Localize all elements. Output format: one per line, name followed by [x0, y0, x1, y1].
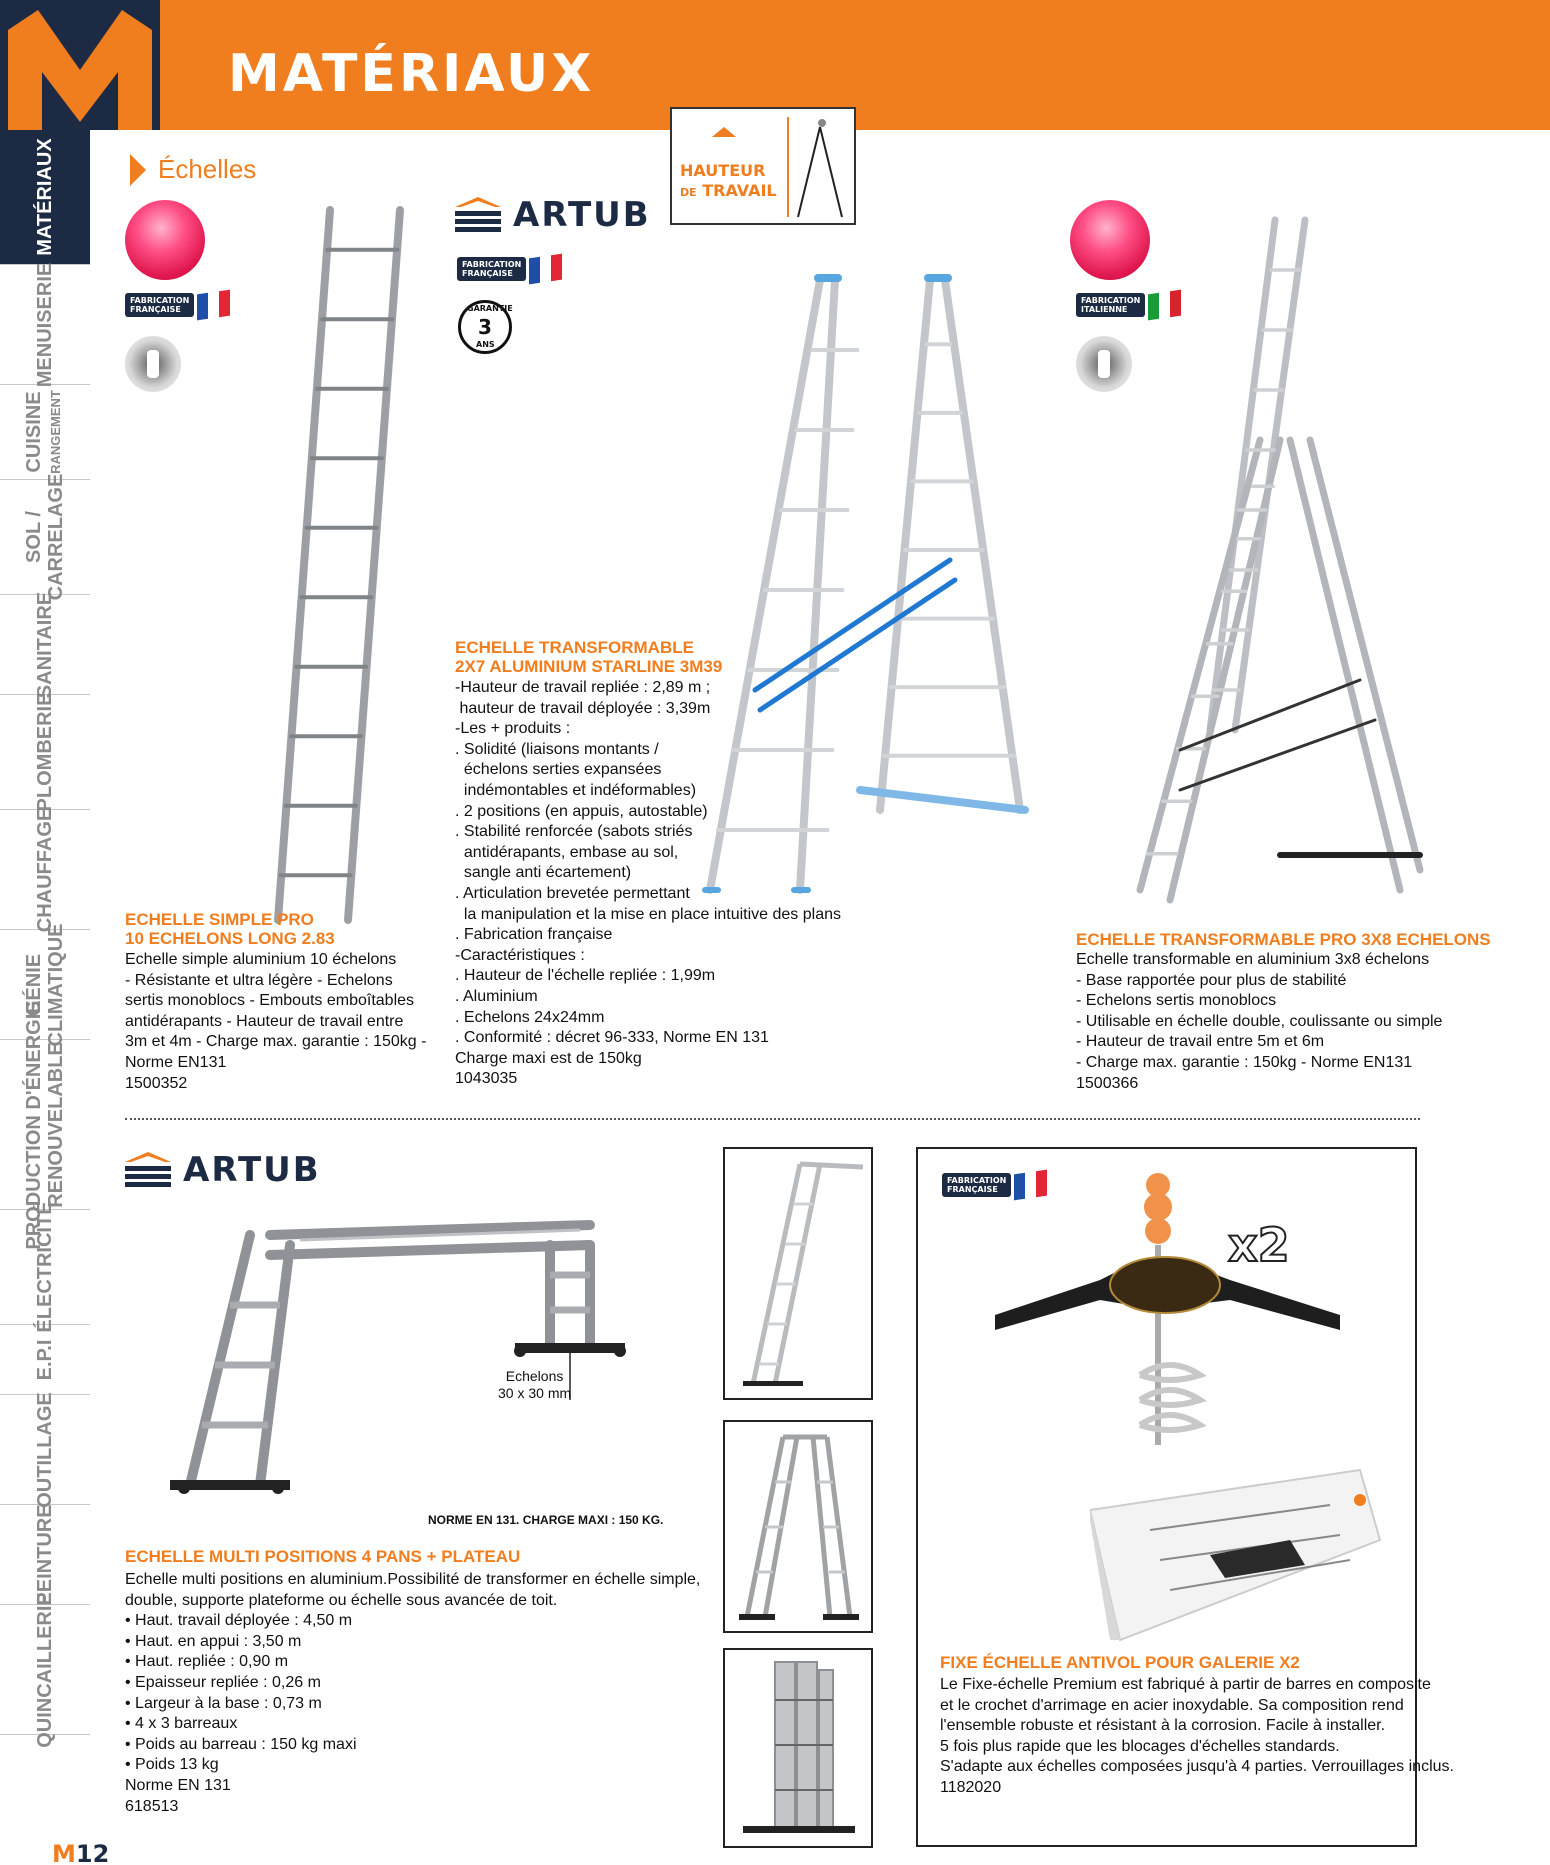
- sidebar-item[interactable]: [0, 385, 90, 480]
- product-box-image: [1090, 1460, 1390, 1645]
- product-title: ECHELLE MULTI POSITIONS 4 PANS + PLATEAU: [125, 1547, 521, 1566]
- fabrication-italienne-badge: FABRICATION ITALIENNE: [1076, 292, 1181, 318]
- sidebar-item-label: PEINTURE: [34, 1503, 56, 1606]
- arrow-up-icon: [712, 127, 736, 137]
- pink-badge-icon: [125, 200, 205, 280]
- ladder-height-icon: [784, 115, 850, 219]
- sidebar-item-label: MENUISERIE: [34, 262, 56, 387]
- fabrication-francaise-badge: FABRICATION FRANÇAISE: [942, 1172, 1047, 1198]
- product-description: Le Fixe-échelle Premium est fabriqué à partir de barres en composite et le crochet d'arrimage en acier inoxydable. Sa composition rend l'ensemble robuste et résistant à la corrosion. Facile à installer. 5 fois plus rapide que les blocages d'échelles standards. S'adapte aux échelles composées jusqu'à 4 parties. Verrouillages inclus. 1182020: [940, 1676, 1454, 1796]
- product-description: -Hauteur de travail repliée : 2,89 m ; hauteur de travail déployée : 3,39m -Les + produits : . Solidité (liaisons montants / échelons serties expansées indémontables et indéformables) . 2 positions (en appuis, autostable) . Stabilité renforcée (sabots striés antidérapants, embase au sol, sangle anti écartement) . Articulation brevetée permettant la manipulation et la mise en place intuitive des plans . Fabrication française -Caractéristiques : . Hauteur de l'échelle repliée : 1,99m . Aluminium . Echelons 24x24mm . Conformité : décret 96-333, Norme EN 131 Charge maxi est de 150kg 1043035: [455, 679, 841, 1088]
- sidebar-item[interactable]: [0, 1391, 90, 1508]
- fabrication-francaise-badge: FABRICATION FRANÇAISE: [125, 292, 230, 318]
- chevron-right-icon: [130, 154, 146, 186]
- ladder-thumbnail-image: [725, 1149, 871, 1398]
- travail-label: DE TRAVAIL: [680, 181, 777, 200]
- french-flag-icon: [197, 290, 230, 321]
- sidebar-item-label: SOL / CARRELAGE: [23, 473, 67, 601]
- triple-ladder-image: [1120, 210, 1440, 910]
- m-logo-icon: [0, 0, 160, 130]
- sidebar-item[interactable]: [0, 130, 90, 265]
- echelons-note: Echelons 30 x 30 mm: [498, 1368, 572, 1401]
- french-flag-icon: [529, 254, 562, 285]
- sidebar-item[interactable]: [0, 807, 90, 932]
- product-description: Echelle multi positions en aluminium.Possibilité de transformer en échelle simple, double, supporte plateforme ou échelle sous avancée de toit. • Haut. travail déployée : 4,50 m • Haut. en appui : 3,50 m • Haut. repliée : 0,90 m • Epaisseur repliée : 0,26 m • Largeur à la base : 0,73 m • 4 x 3 barreaux • Poids au barreau : 150 kg maxi • Poids 13 kg Norme EN 131 618513: [125, 1571, 701, 1815]
- thumbnail-frame[interactable]: [723, 1648, 873, 1848]
- garantie-3-ans-icon: GARANTIE 3 ANS: [458, 300, 512, 354]
- sidebar-item-label: GÉNIE CLIMATIQUE: [23, 923, 67, 1046]
- product-title: ECHELLE TRANSFORMABLE 2X7 ALUMINIUM STARLINE 3M39: [455, 638, 723, 676]
- sidebar-item[interactable]: [0, 591, 90, 698]
- quantity-badge: x2: [1228, 1218, 1290, 1272]
- single-ladder-image: [270, 205, 410, 925]
- sidebar-item[interactable]: [0, 999, 90, 1250]
- artub-stripes-icon: [125, 1152, 171, 1188]
- product-title: ECHELLE SIMPLE PRO 10 ECHELONS LONG 2.83: [125, 910, 335, 948]
- ladder-thumbnail-image: [725, 1650, 871, 1846]
- hauteur-travail-legend: [670, 107, 856, 225]
- ladder-thumbnail-image: [725, 1422, 871, 1631]
- sidebar-item-label: SANITAIRE: [34, 591, 56, 698]
- product-disc-icon: [125, 336, 181, 392]
- sidebar-item[interactable]: [0, 1201, 90, 1333]
- sidebar-item-label: QUINCAILLERIE: [34, 1591, 56, 1748]
- multi-position-ladder-image: [170, 1185, 640, 1505]
- sidebar-item[interactable]: [0, 1591, 90, 1748]
- artub-logo: ARTUB: [125, 1150, 321, 1190]
- ladder-lock-image: [990, 1155, 1370, 1485]
- sidebar-item-label: OUTILLAGE: [34, 1391, 56, 1508]
- page-title: MATÉRIAUX: [228, 44, 595, 104]
- thumbnail-frame[interactable]: [723, 1420, 873, 1633]
- category-sidebar: [0, 130, 90, 1830]
- sidebar-item-label: CHAUFFAGE: [34, 807, 56, 932]
- thumbnail-frame[interactable]: [723, 1147, 873, 1400]
- sidebar-item-label: CUISINE RANGEMENT: [23, 390, 63, 474]
- fabrication-francaise-badge: FABRICATION FRANÇAISE: [457, 256, 562, 282]
- product-title: FIXE ÉCHELLE ANTIVOL POUR GALERIE X2: [940, 1653, 1300, 1672]
- artub-stripes-icon: [455, 197, 501, 233]
- section-title: Échelles: [158, 154, 257, 184]
- sidebar-item[interactable]: [0, 692, 90, 812]
- artub-logo: ARTUB: [455, 195, 651, 235]
- product-description: Echelle simple aluminium 10 échelons - Résistante et ultra légère - Echelons sertis monoblocs - Embouts emboîtables antidérapants - Hauteur de travail entre 3m et 4m - Charge max. garantie : 150kg - Norme EN131 1500352: [125, 951, 427, 1092]
- section-divider: [125, 1118, 1420, 1120]
- product-title: ECHELLE TRANSFORMABLE PRO 3X8 ECHELONS: [1076, 930, 1491, 949]
- hauteur-label: HAUTEUR: [680, 161, 766, 180]
- sidebar-item-label: ÉLECTRICITÉ: [34, 1201, 56, 1333]
- sidebar-item-label: E.P.I: [34, 1339, 56, 1380]
- sidebar-item-label: PRODUCTION D'ÉNERGIE RENOUVELABLE: [23, 999, 67, 1250]
- product-description: Echelle transformable en aluminium 3x8 échelons - Base rapportée pour plus de stabilité - Echelons sertis monoblocs - Utilisable en échelle double, coulissante ou simple - Hauteur de travail entre 5m et 6m - Charge max. garantie : 150kg - Norme EN131 1500366: [1076, 951, 1443, 1092]
- sidebar-item[interactable]: [0, 1505, 90, 1605]
- sidebar-item[interactable]: [0, 262, 90, 387]
- page-number: M12: [52, 1840, 110, 1865]
- sidebar-item[interactable]: [0, 1325, 90, 1395]
- norme-note: NORME EN 131. CHARGE MAXI : 150 KG.: [428, 1513, 664, 1527]
- sidebar-item-label: PLOMBERIE: [34, 692, 56, 812]
- sidebar-item-label: MATÉRIAUX: [34, 138, 56, 256]
- sidebar-item[interactable]: [0, 473, 90, 601]
